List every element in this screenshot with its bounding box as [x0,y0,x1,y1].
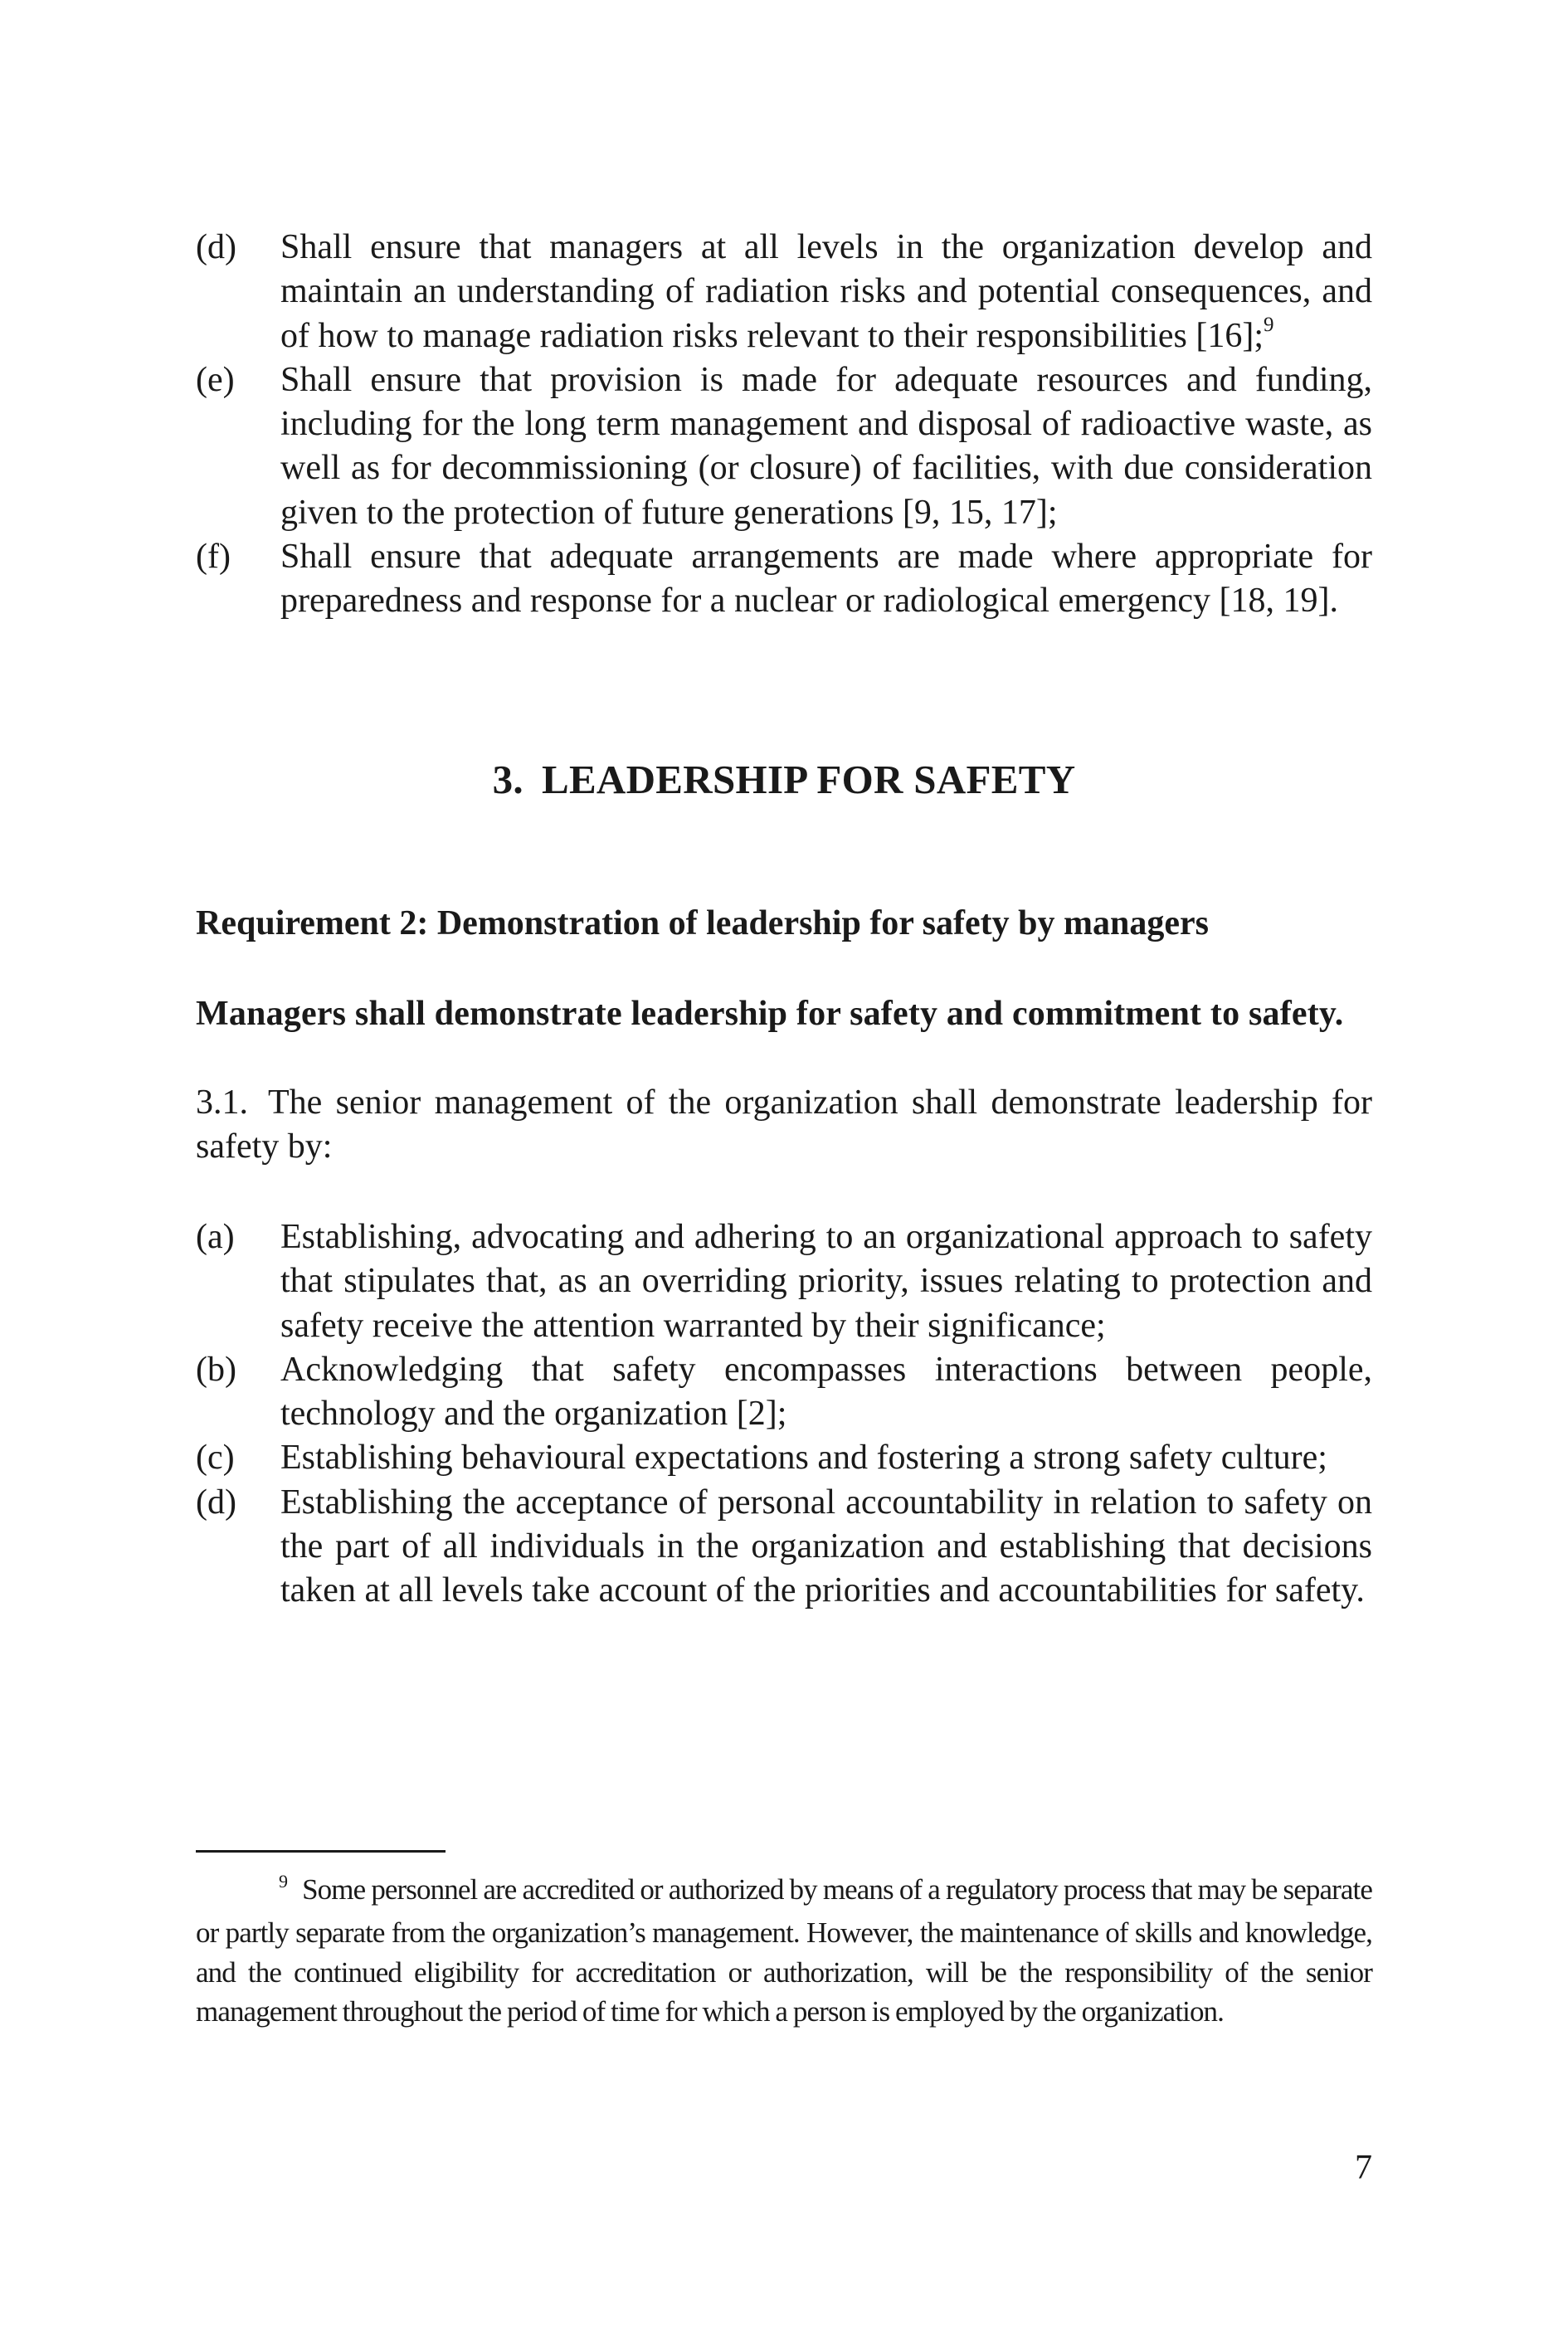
list-item-text: Acknowledging that safety encompasses interactions between people, technology and the organization [2]; [280,1350,1372,1434]
list-item-d [196,1481,1372,1614]
footnote-reference[interactable]: 9 [1264,313,1274,336]
list-item-text: Establishing behavioural expectations and fostering a strong safety culture; [280,1439,1327,1478]
paragraph-text: The senior management of the organization shall demonstrate leadership for safety by: [196,1083,1372,1166]
footnote-text: Some personnel are accredited or authorized by means of a regulatory process that may be separate or partly separate from the organization’s management. However, the maintenance of skills and knowledge, and the continued eligibility for accreditation or authorization, will be the responsibility of the senior management throughout the period of time for which a person is employed by the organization. [196,1873,1372,2028]
list-marker: (b) [196,1350,236,1389]
list-item-text: Establishing, advocating and adhering to an organizational approach to safety that stipulates that, as an overriding priority, issues relating to protection and safety receive the attention warranted by their significance; [280,1218,1372,1345]
list-item-text: Shall ensure that provision is made for adequate resources and funding, including for the long term management and disposal of radioactive waste, as well as for decommissioning (or closure) of facilities, with due consideration given to the protection of future generations [9, 15, 17]; [280,360,1372,532]
section-title: LEADERSHIP FOR SAFETY [541,757,1076,802]
requirement-statement: Managers shall demonstrate leadership for safety and commitment to safety. [196,995,1344,1033]
list-marker: (f) [196,538,231,577]
requirement-title: Requirement 2: Demonstration of leadership for safety by managers [196,904,1209,942]
section-number: 3. [492,757,523,802]
list-item-c [196,1436,1372,1480]
paragraph-number: 3.1. [196,1083,248,1122]
leadership-list [196,1215,1372,1614]
list-marker: (d) [196,228,236,266]
list-item-e [196,358,1372,535]
list-item-b [196,1348,1372,1437]
list-item-a [196,1215,1372,1348]
page-number: 7 [1355,2149,1372,2187]
list-item-d [196,226,1372,358]
footnote-separator [196,1850,446,1853]
list-item-text: Shall ensure that adequate arrangements are made where appropriate for preparedness and response for a nuclear or radiological emergency [18, 19]. [280,538,1372,621]
list-item-text-content: Shall ensure that managers at all levels in the organization develop and maintain an understanding of radiation risks and potential consequences, and of how to manage radiation risks relevant to their responsibilities [16]; [280,228,1372,355]
list-item-text [280,226,1372,358]
list-marker: (a) [196,1218,235,1256]
list-continued [196,226,1372,624]
paragraph-3-1 [196,1081,1372,1170]
list-marker: (d) [196,1483,236,1522]
list-item-f [196,535,1372,624]
list-marker: (c) [196,1439,235,1478]
footnote-mark: 9 [279,1871,288,1892]
list-item-text: Establishing the acceptance of personal accountability in relation to safety on the part of all individuals in the organization and establishing that decisions taken at all levels take account of the priorities and accountabilities for safety. [280,1483,1372,1610]
section-heading [0,755,1568,805]
footnote [196,1870,1372,2032]
list-marker: (e) [196,360,235,399]
